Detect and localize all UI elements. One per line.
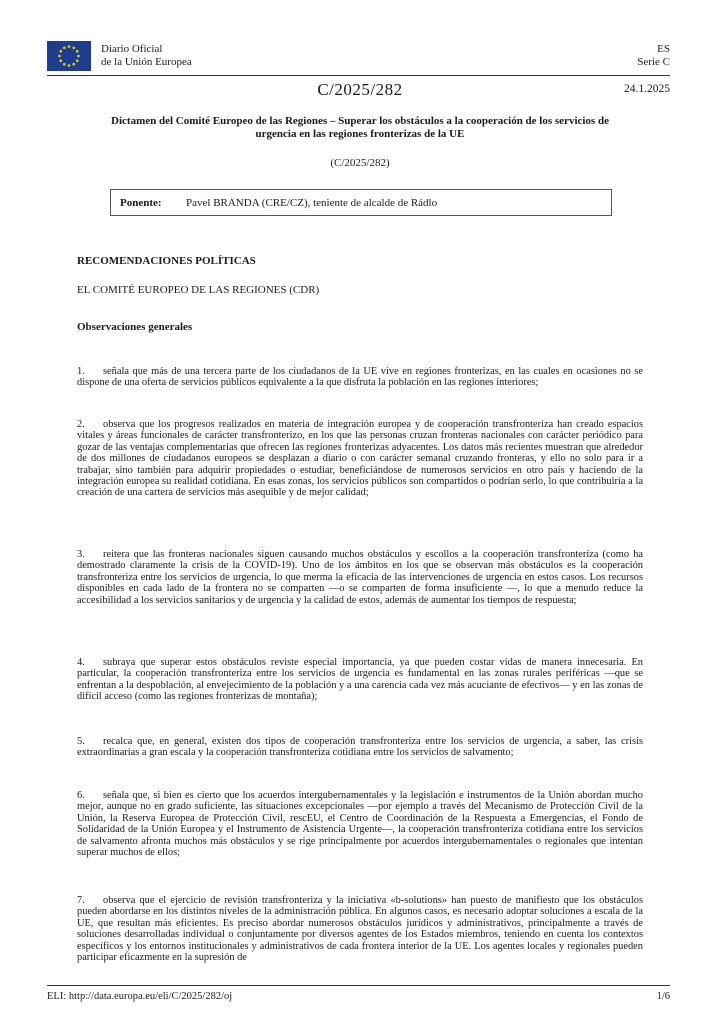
journal-line-2: de la Unión Europea	[101, 56, 192, 68]
paragraph-text: subraya que superar estos obstáculos reviste especial importancia, ya que pueden costar vidas de manera innecesaria. En particular, la cooperación transfronteriza entre los servicios de urgencia es fundamental en las zonas rurales periféricas —que se enfrentan a la despoblación, al envejecimiento de la población y a una carencia cada vez más acuciante de efectivos— y en las zonas de difícil acceso (como las regiones fronterizas de montaña);	[77, 657, 643, 703]
paragraph-number: 3.	[77, 549, 85, 560]
flag-star	[68, 64, 71, 67]
document-subref: (C/2025/282)	[330, 157, 390, 169]
ponente-box	[110, 189, 612, 216]
flag-star	[59, 50, 62, 53]
paragraph-7	[77, 895, 643, 963]
paragraph-6	[77, 790, 643, 858]
section-heading-cdr: EL COMITÉ EUROPEO DE LAS REGIONES (CDR)	[77, 284, 320, 296]
paragraph-4	[77, 657, 643, 703]
flag-star	[77, 55, 80, 58]
section-heading-recomendaciones: RECOMENDACIONES POLÍTICAS	[77, 255, 256, 267]
paragraph-text: señala que, si bien es cierto que los acuerdos intergubernamentales y la legislación e instrumentos de la Unión abordan mucho mejor, aunque no en grado suficiente, las situaciones excepcionales —por ejemplo a través del Mecanismo de Protección Civil de la Unión, la Reserva Europea de Protección Civil, rescEU, el Centro de Coordinación de la Respuesta a Emergencias, el Fondo de Solidaridad de la Unión Europea y el Instrumento de Asistencia Urgente—, la cooperación transfronteriza cotidiana entre los servicios de salvamento afronta muchos más obstáculos y se rige principalmente por acuerdos intergubernamentales o regionales que intentan superar muchos de ellos;	[77, 790, 643, 859]
paragraph-text: señala que más de una tercera parte de los ciudadanos de la UE vive en regiones fronterizas, en las cuales en ocasiones no se dispone de una oferta de servicios públicos equivalente a la que disfruta la población en las regiones interiores;	[77, 366, 643, 389]
paragraph-text: observa que el ejercicio de revisión transfronteriza y la iniciativa «b-solutions» han puesto de manifiesto que los obstáculos pueden abordarse en los distintos niveles de la administración pública. En algunos casos, es necesario adoptar soluciones a escala de la UE, que resultan más eficientes. Es preciso abordar numerosos obstáculos jurídicos y administrativos, principalmente a través de soluciones desarrolladas individual o conjuntamente por diversos agentes de los Estados miembros, teniendo en cuenta los contextos específicos y los entornos institucionales y administrativos de cada frontera interior de la UE. Los agentes locales y regionales pueden participar eficazmente en la supresión de	[77, 895, 643, 964]
paragraph-3	[77, 549, 643, 606]
header-meta	[637, 43, 670, 69]
page-number: 1/6	[656, 991, 670, 1002]
flag-star	[72, 63, 75, 66]
document-id: C/2025/282	[317, 80, 403, 99]
paragraph-number: 4.	[77, 657, 85, 668]
ponente-label: Ponente:	[120, 197, 162, 209]
paragraph-1	[77, 366, 643, 389]
journal-name	[101, 43, 192, 69]
paragraph-2	[77, 419, 643, 499]
flag-star	[76, 59, 79, 62]
flag-star	[72, 46, 75, 49]
paragraph-text: recalca que, en general, existen dos tipos de cooperación transfronteriza entre los servicios de urgencia, a saber, las crisis extraordinarias a gran escala y la cooperación transfronteriza cotidiana entre los servicios de salvamento;	[77, 736, 643, 759]
paragraph-number: 1.	[77, 366, 85, 377]
series-label: Serie C	[637, 56, 670, 68]
section-heading-observaciones: Observaciones generales	[77, 321, 193, 333]
flag-star	[58, 55, 61, 58]
footer-divider	[47, 985, 670, 986]
paragraph-text: observa que los progresos realizados en materia de integración europea y de cooperación transfronteriza han creado espacios vitales y áreas funcionales de carácter transfronterizo, en los que las personas cruzan fronteras nacionales con carácter periódico para gozar de las ventajas complementarias que ofrecen las regiones fronterizas adyacentes. Los datos más recientes muestran que alrededor de dos millones de ciudadanos europeos se desplazan a diario o con carácter semanal cruzando fronteras, y ello no solo para ir a trabajar, sino también para adquirir propiedades o estudiar, beneficiándose de numerosos servicios en otro país y haciendo de la integración europea su realidad cotidiana. En esas zonas, los servicios públicos son compartidos o podrían serlo, lo que contribuiría a la creación de una cartera de servicios más asequible y de mejor calidad;	[77, 419, 643, 499]
flag-star	[59, 59, 62, 62]
document-date: 24.1.2025	[624, 83, 670, 95]
paragraph-5	[77, 736, 643, 759]
eu-flag-icon	[47, 41, 91, 71]
language-code: ES	[657, 43, 670, 55]
paragraph-number: 5.	[77, 736, 85, 747]
paragraph-text: reitera que las fronteras nacionales siguen causando muchos obstáculos y escollos a la cooperación transfronteriza (como ha demostrado claramente la crisis de la COVID-19). Uno de los ámbitos en los que se observan más obstáculos es la cooperación transfronteriza entre los servicios de urgencia, lo que merma la eficacia de las intervenciones de urgencia en estos casos. Los recursos disponibles en cada lado de la frontera no se comparten —o se comparten de forma insuficiente —, lo que a menudo reduce la accesibilidad a los servicios sanitarios y de urgencia y la calidad de estos, además de aumentar los tiempos de respuesta;	[77, 549, 643, 606]
document-title: Dictamen del Comité Europeo de las Regiones – Superar los obstáculos a la cooperación de los servicios de urgencia en las regiones fronterizas de la UE	[111, 115, 609, 140]
journal-line-1: Diario Oficial	[101, 43, 163, 55]
ponente-value: Pavel BRANDA (CRE/CZ), teniente de alcalde de Rádlo	[186, 197, 438, 209]
paragraph-number: 2.	[77, 419, 85, 430]
flag-star	[76, 50, 79, 53]
paragraph-number: 6.	[77, 790, 85, 801]
eli-link[interactable]: ELI: http://data.europa.eu/eli/C/2025/282/oj	[47, 991, 233, 1002]
flag-star	[63, 46, 66, 49]
flag-star	[63, 63, 66, 66]
flag-star	[68, 45, 71, 48]
paragraph-number: 7.	[77, 895, 85, 906]
header-divider	[47, 75, 670, 76]
